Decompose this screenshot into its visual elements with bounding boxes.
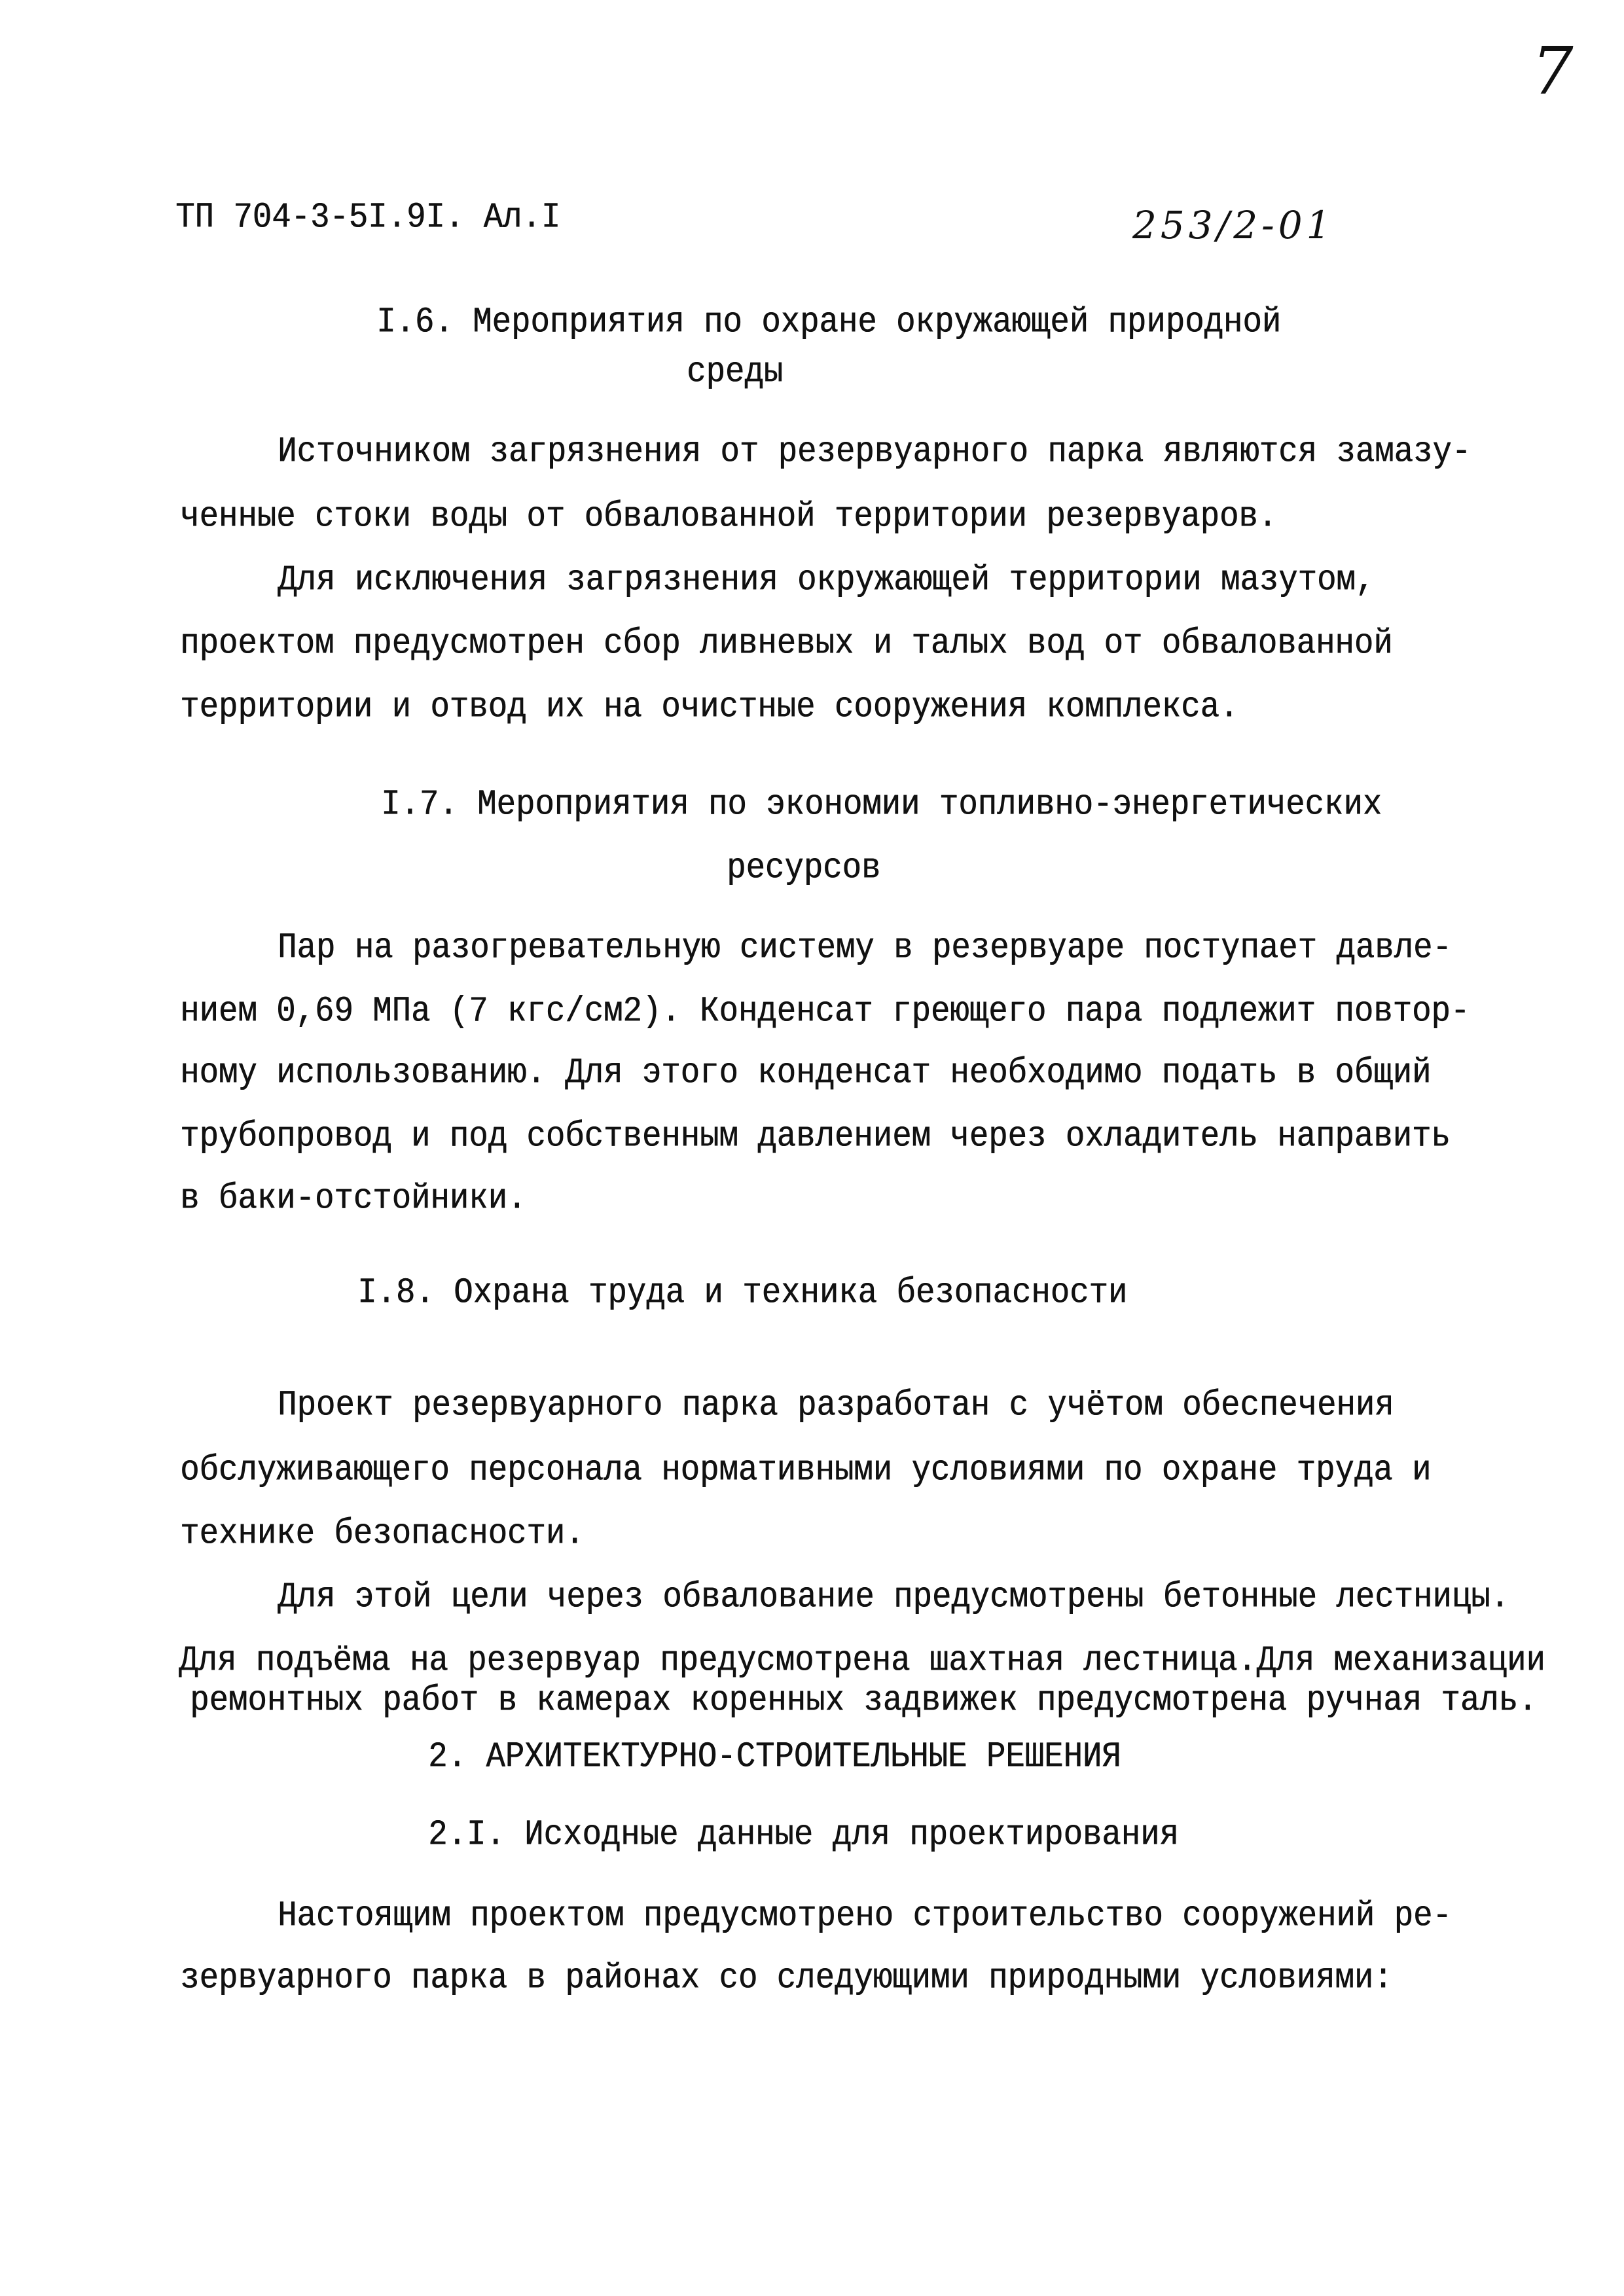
paragraph-line: зервуарного парка в районах со следующими природными условиями: xyxy=(180,1957,1393,1999)
paragraph-line: Проект резервуарного парка разработан с учётом обеспечения xyxy=(278,1384,1394,1426)
paragraph-line: Пар на разогревательную систему в резервуаре поступает давле- xyxy=(278,927,1452,969)
paragraph-line: в баки-отстойники. xyxy=(180,1177,527,1219)
section-1-6-title-cont: среды xyxy=(687,351,784,393)
paragraph-line: Источником загрязнения от резервуарного парка являются замазу- xyxy=(278,431,1471,473)
paragraph-line: ному использованию. Для этого конденсат необходимо подать в общий xyxy=(180,1052,1432,1094)
paragraph-line: технике безопасности. xyxy=(180,1513,585,1554)
paragraph-line: ченные стоки воды от обвалованной территории резервуаров. xyxy=(180,495,1278,537)
page-number: 7 xyxy=(1532,33,1574,109)
paragraph-line: Для этой цели через обвалование предусмотрены бетонные лестницы. xyxy=(278,1576,1509,1618)
paragraph-line: Для исключения загрязнения окружающей территории мазутом, xyxy=(278,559,1375,601)
paragraph-line: трубопровод и под собственным давлением через охладитель направить xyxy=(180,1115,1451,1157)
section-1-8-title: I.8. Охрана труда и техника безопасности xyxy=(357,1272,1128,1314)
section-1-7-title: I.7. Мероприятия по экономии топливно-энергетических xyxy=(381,783,1382,825)
paragraph-line: Для подъёма на резервуар предусмотрена шахтная лестница.Для механизации xyxy=(179,1640,1545,1681)
paragraph-line: территории и отвод их на очистные сооружения комплекса. xyxy=(180,686,1239,728)
paragraph-line: проектом предусмотрен сбор ливневых и талых вод от обвалованной xyxy=(180,622,1393,664)
section-2-1-title: 2.I. Исходные данные для проектирования xyxy=(428,1814,1179,1856)
doc-code: ТП 704-3-5I.9I. Ал.I xyxy=(175,196,561,238)
paragraph-line: Настоящим проектом предусмотрено строительство сооружений ре- xyxy=(278,1895,1452,1937)
paragraph-line: ремонтных работ в камерах коренных задвижек предусмотрена ручная таль. xyxy=(190,1679,1538,1721)
paragraph-line: обслуживающего персонала нормативными условиями по охране труда и xyxy=(180,1449,1432,1491)
section-2-title: 2. АРХИТЕКТУРНО-СТРОИТЕЛЬНЫЕ РЕШЕНИЯ xyxy=(428,1736,1121,1778)
handwritten-code: 253/2-01 xyxy=(1132,203,1335,247)
section-1-6-title: I.6. Мероприятия по охране окружающей природной xyxy=(376,301,1282,343)
section-1-7-title-cont: ресурсов xyxy=(727,847,881,889)
paragraph-line: нием 0,69 МПа (7 кгс/см2). Конденсат греющего пара подлежит повтор- xyxy=(180,990,1470,1032)
